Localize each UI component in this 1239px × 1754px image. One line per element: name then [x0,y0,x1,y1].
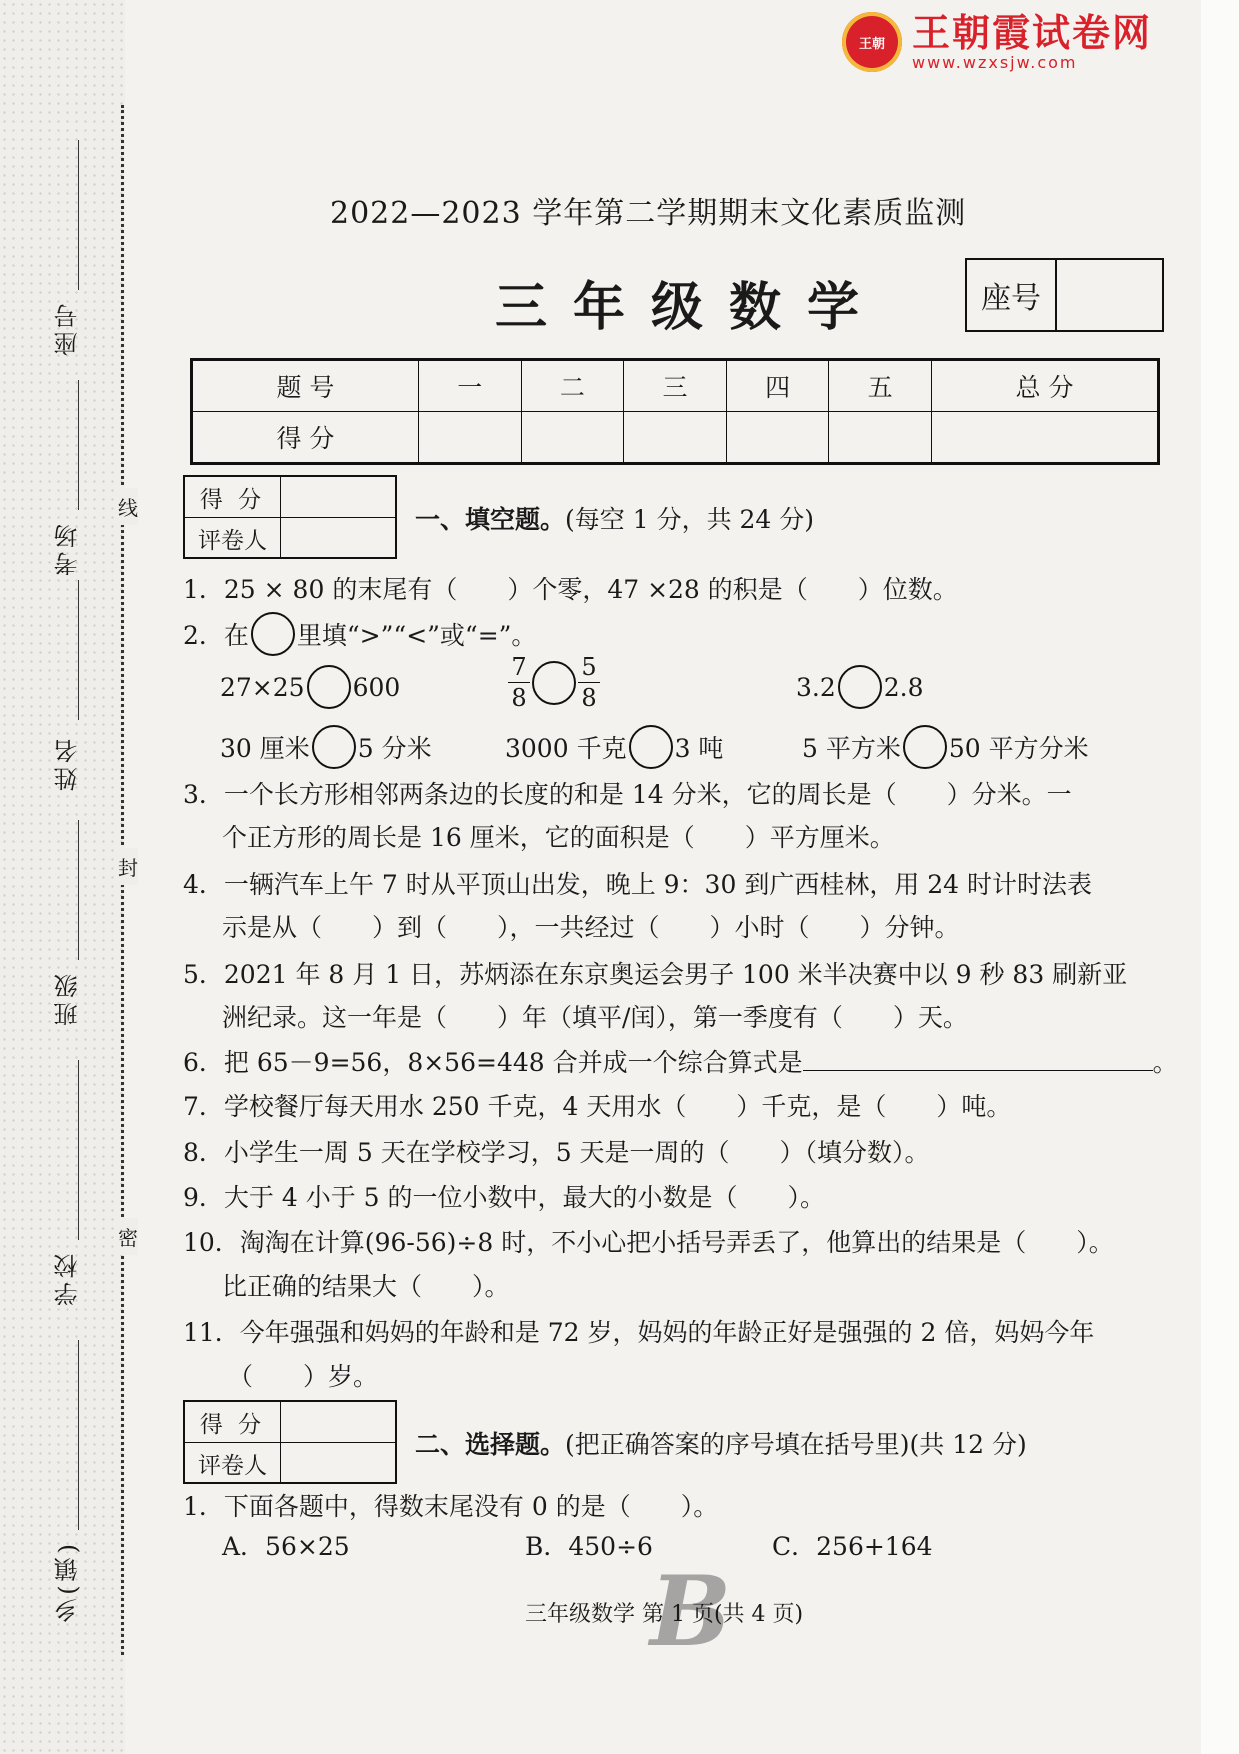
page-edge [1201,0,1239,1754]
sidebar-school-blank[interactable] [78,1060,79,1240]
question-11-line1: 11．今年强强和妈妈的年龄和是 72 岁，妈妈的年龄正好是强强的 2 倍，妈妈今年 [183,1318,1095,1347]
score-header-cell: 题 号 [192,360,419,412]
score-cell[interactable] [829,412,932,464]
compare-e-circle[interactable] [629,725,673,769]
compare-b-circle[interactable] [532,661,576,705]
sidebar-name-label: 姓名 [54,735,82,791]
mc-option-a[interactable]: A．56×25 [222,1532,350,1561]
compare-c-left: 3.2 [796,672,836,702]
sidebar-seat-blank[interactable] [78,140,79,290]
compare-e-left: 3000 千克 [505,734,627,763]
section1-heading [415,500,814,536]
section1-note: (每空 1 分，共 24 分) [565,505,815,534]
fraction-left-denominator: 8 [511,684,527,712]
mc-question-1: 1．下面各题中，得数末尾没有 0 的是（ ）。 [183,1492,719,1521]
score-cell[interactable] [726,412,829,464]
gradebox-score-field[interactable] [281,1402,395,1442]
score-cell[interactable] [418,412,521,464]
score-header-cell: 四 [726,360,829,412]
sidebar-town-label: 乡(镇) [54,1540,82,1623]
question-2-tail: 里填“>”“<”或“=”。 [296,621,537,650]
compare-d-right: 5 分米 [357,734,432,763]
score-table-header-row [192,360,1159,412]
question-3-line2: 个正方形的周长是 16 厘米，它的面积是（ ）平方厘米。 [222,823,895,852]
sidebar-school-label: 学校 [54,1250,82,1306]
section2-gradebox [183,1400,397,1484]
compare-a-circle[interactable] [307,665,351,709]
question-4-line2: 示是从（ ）到（ ），一共经过（ ）小时（ ）分钟。 [222,913,960,942]
fraction-left-numerator: 7 [511,653,527,681]
mc-option-c[interactable]: C．256+164 [772,1532,933,1561]
score-cell[interactable] [521,412,624,464]
gradebox-grader-field[interactable] [281,518,395,558]
fraction-right-denominator: 8 [581,684,597,712]
question-8: 8．小学生一周 5 天在学校学习，5 天是一周的（ ）（填分数）。 [183,1138,930,1167]
logo-title: 王朝霞试卷网 [912,10,1153,55]
question-2 [183,612,536,656]
section2-title: 二、选择题。 [415,1430,566,1459]
question-6 [183,1043,1178,1079]
fraction-right [578,652,600,713]
version-b-mark: B [650,1555,732,1668]
seal-mi-char: 密 [118,1218,138,1255]
section1-title: 一、填空题。 [415,505,566,534]
seat-number-field[interactable] [1057,260,1162,330]
question-11-line2: （ ）岁。 [228,1362,379,1391]
seat-number-box [965,258,1164,332]
sidebar-class-blank[interactable] [78,820,79,960]
seat-number-label: 座号 [967,260,1057,330]
score-header-cell: 一 [418,360,521,412]
sidebar-class-label: 班级 [54,970,82,1026]
compare-f-circle[interactable] [903,725,947,769]
question-1: 1．25 × 80 的末尾有（ ）个零，47 ×28 的积是（ ）位数。 [183,575,958,604]
gradebox-grader-field[interactable] [281,1443,395,1483]
score-row-label: 得 分 [192,412,419,464]
gradebox-grader-label: 评卷人 [185,1443,281,1483]
sidebar-room-blank[interactable] [78,380,79,510]
section2-heading [415,1425,1027,1461]
site-logo[interactable] [842,12,1152,72]
compare-f-left: 5 平方米 [802,734,901,763]
section1-gradebox [183,475,397,559]
subject-title: 三年级数学 [495,277,886,338]
score-table-score-row [192,412,1159,464]
section2-note: (把正确答案的序号填在括号里)(共 12 分) [565,1430,1027,1459]
score-cell[interactable] [624,412,727,464]
score-header-cell: 二 [521,360,624,412]
compare-d [220,725,432,769]
score-header-cell: 五 [829,360,932,412]
sidebar-town-blank[interactable] [78,1340,79,1530]
sidebar-name-blank[interactable] [78,580,79,720]
gradebox-score-field[interactable] [281,477,395,517]
gradebox-score-label: 得 分 [185,1402,281,1442]
compare-d-left: 30 厘米 [220,734,310,763]
question-2-lead: 2．在 [183,621,249,650]
compare-b [508,652,600,713]
fraction-right-numerator: 5 [581,653,597,681]
seal-line-char: 线 [118,488,138,525]
question-5-line2: 洲纪录。这一年是（ ）年（填平/闰），第一季度有（ ）天。 [222,1003,968,1032]
sidebar-room-label: 考场 [54,520,82,576]
compare-c [796,665,924,709]
question-6-answer-line[interactable] [803,1070,1153,1071]
score-header-cell: 总 分 [931,360,1158,412]
compare-e [505,725,723,769]
question-3-line1: 3．一个长方形相邻两条边的长度的和是 14 分米，它的周长是（ ）分米。一 [183,780,1072,809]
binding-margin [0,0,125,1754]
question-7: 7．学校餐厅每天用水 250 千克，4 天用水（ ）千克，是（ ）吨。 [183,1092,1012,1121]
compare-c-circle[interactable] [838,665,882,709]
logo-url: www.wzxsjw.com [912,52,1078,72]
exam-title: 2022—2023 学年第二学期期末文化素质监测 [330,196,967,231]
compare-e-right: 3 吨 [674,734,724,763]
score-header-cell: 三 [624,360,727,412]
compare-a [220,665,400,709]
question-10-line1: 10．淘淘在计算(96-56)÷8 时，不小心把小括号弄丢了，他算出的结果是（ ）。 [183,1228,1114,1257]
compare-a-right: 600 [352,672,401,702]
question-6-end: 。 [1152,1048,1178,1077]
fraction-left [508,652,530,713]
compare-f [802,725,1089,769]
score-cell[interactable] [931,412,1158,464]
gradebox-score-label: 得 分 [185,477,281,517]
circle-blank-icon [251,612,295,656]
question-10-line2: 比正确的结果大（ ）。 [222,1272,510,1301]
question-4-line1: 4．一辆汽车上午 7 时从平顶山出发，晚上 9：30 到广西桂林，用 24 时计时法表 [183,870,1093,899]
score-table [190,358,1160,465]
seal-feng-char: 封 [118,848,138,885]
compare-f-right: 50 平方分米 [948,734,1089,763]
page-footer: 三年级数学 第 1 页(共 4 页) [525,1602,804,1627]
logo-badge-icon: 王朝 [842,12,902,72]
mc-option-b[interactable]: B．450÷6 [525,1532,653,1561]
question-9: 9．大于 4 小于 5 的一位小数中，最大的小数是（ ）。 [183,1183,826,1212]
gradebox-grader-label: 评卷人 [185,518,281,558]
compare-d-circle[interactable] [312,725,356,769]
question-5-line1: 5．2021 年 8 月 1 日，苏炳添在东京奥运会男子 100 米半决赛中以 9 秒 83 刷新亚 [183,960,1128,989]
question-6-text: 6．把 65－9=56，8×56=448 合并成一个综合算式是 [183,1048,803,1077]
sidebar-seat-label: 座号 [54,300,82,356]
compare-c-right: 2.8 [883,672,924,702]
compare-a-left: 27×25 [220,672,305,702]
